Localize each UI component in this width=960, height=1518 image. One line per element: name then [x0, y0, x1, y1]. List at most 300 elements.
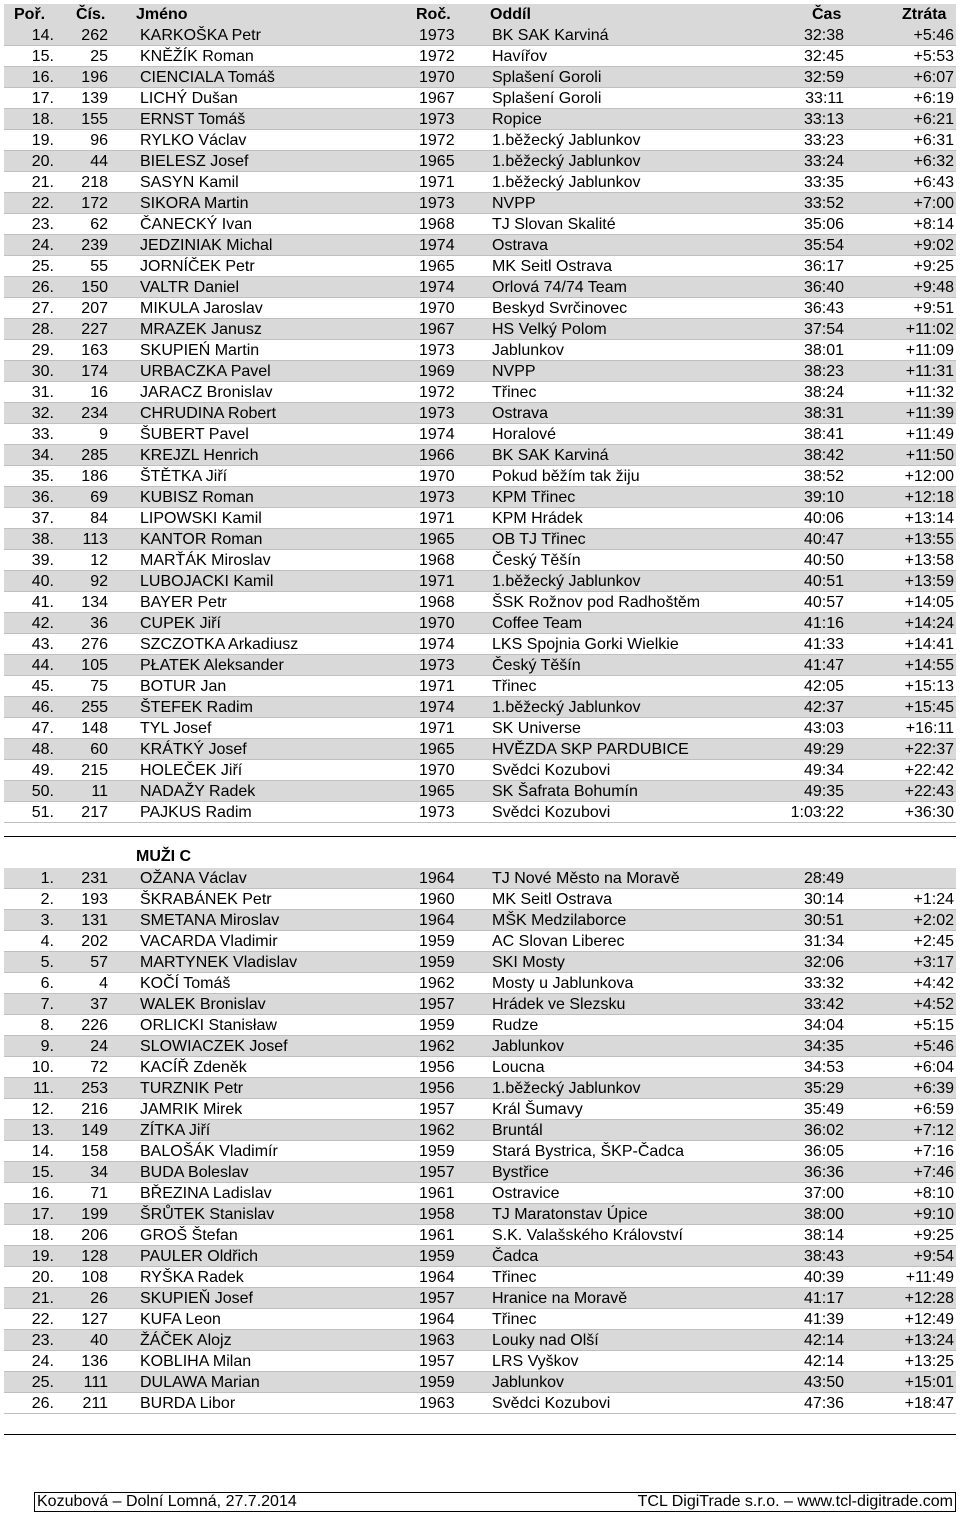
cell-name: KARKOŠKA Petr — [140, 27, 261, 44]
cell-bib-number: 193 — [81, 891, 108, 908]
cell-club: Beskyd Svrčinovec — [492, 300, 628, 317]
cell-bib-number: 72 — [90, 1059, 108, 1076]
cell-bib-number: 25 — [90, 48, 108, 65]
cell-time: 33:42 — [803, 996, 844, 1013]
cell-position: 49. — [31, 762, 54, 779]
cell-year: 1973 — [419, 657, 455, 674]
cell-bib-number: 255 — [81, 699, 108, 716]
cell-year: 1967 — [419, 321, 455, 338]
table-row — [4, 952, 956, 973]
cell-time: 34:53 — [803, 1059, 844, 1076]
cell-club: HVĚZDA SKP PARDUBICE — [492, 741, 689, 758]
cell-time: 33:52 — [803, 195, 844, 212]
cell-year: 1958 — [419, 1206, 455, 1223]
table-row — [4, 1267, 956, 1288]
cell-name: TURZNIK Petr — [140, 1080, 244, 1097]
cell-club: LKS Spojnia Gorki Wielkie — [492, 636, 679, 653]
cell-loss: +11:39 — [905, 405, 954, 422]
cell-name: ŠUBERT Pavel — [140, 426, 249, 443]
cell-bib-number: 55 — [90, 258, 108, 275]
cell-loss: +22:43 — [904, 783, 954, 800]
cell-year: 1974 — [419, 636, 455, 653]
cell-position: 33. — [31, 426, 54, 443]
cell-name: PŁATEK Aleksander — [140, 657, 284, 674]
cell-club: SK Šafrata Bohumín — [492, 783, 638, 800]
cell-year: 1972 — [419, 384, 455, 401]
cell-position: 7. — [40, 996, 54, 1013]
cell-bib-number: 158 — [81, 1143, 108, 1160]
cell-club: Český Těšín — [492, 552, 581, 569]
cell-bib-number: 239 — [81, 237, 108, 254]
cell-club: MK Seitl Ostrava — [492, 258, 613, 275]
cell-name: MIKULA Jaroslav — [140, 300, 263, 317]
cell-name: JAMRIK Mirek — [140, 1101, 243, 1118]
table-row — [4, 868, 956, 889]
table-row — [4, 613, 956, 634]
cell-bib-number: 128 — [81, 1248, 108, 1265]
cell-time: 40:39 — [803, 1269, 844, 1286]
cell-position: 8. — [40, 1017, 54, 1034]
cell-year: 1959 — [419, 954, 455, 971]
cell-club: AC Slovan Liberec — [492, 933, 625, 950]
cell-bib-number: 57 — [90, 954, 108, 971]
cell-position: 18. — [31, 1227, 54, 1244]
cell-bib-number: 37 — [90, 996, 108, 1013]
cell-name: LUBOJACKI Kamil — [140, 573, 274, 590]
cell-bib-number: 26 — [90, 1290, 108, 1307]
cell-position: 32. — [31, 405, 54, 422]
cell-club: MK Seitl Ostrava — [492, 891, 613, 908]
table-row — [4, 193, 956, 214]
table-row — [4, 1246, 956, 1267]
cell-time: 37:00 — [803, 1185, 844, 1202]
cell-position: 17. — [31, 90, 54, 107]
cell-club: 1.běžecký Jablunkov — [492, 573, 641, 590]
cell-year: 1961 — [419, 1227, 455, 1244]
cell-club: Třinec — [492, 1311, 537, 1328]
cell-loss: +13:14 — [904, 510, 954, 527]
cell-position: 26. — [31, 1395, 54, 1412]
cell-position: 31. — [31, 384, 54, 401]
cell-name: KUBISZ Roman — [140, 489, 254, 506]
cell-time: 38:23 — [803, 363, 844, 380]
cell-club: 1.běžecký Jablunkov — [492, 132, 641, 149]
table-row — [4, 1309, 956, 1330]
table-row — [4, 1141, 956, 1162]
table-row — [4, 931, 956, 952]
cell-club: Ostravice — [492, 1185, 560, 1202]
cell-club: BK SAK Karviná — [492, 447, 609, 464]
table-row — [4, 319, 956, 340]
cell-time: 41:33 — [803, 636, 844, 653]
table-row — [4, 802, 956, 823]
cell-time: 43:50 — [803, 1374, 844, 1391]
table-row — [4, 1120, 956, 1141]
cell-time: 35:06 — [803, 216, 844, 233]
cell-club: ŠSK Rožnov pod Radhoštěm — [492, 594, 701, 611]
table-row — [4, 1015, 956, 1036]
cell-position: 25. — [31, 258, 54, 275]
cell-loss: +11:49 — [905, 1269, 954, 1286]
table-row — [4, 130, 956, 151]
cell-year: 1957 — [419, 1164, 455, 1181]
cell-loss: +15:01 — [904, 1374, 954, 1391]
table-row — [4, 697, 956, 718]
cell-name: SIKORA Martin — [140, 195, 249, 212]
cell-name: SMETANA Miroslav — [140, 912, 280, 929]
cell-club: HS Velký Polom — [492, 321, 607, 338]
cell-name: HOLEČEK Jiří — [140, 762, 243, 779]
cell-bib-number: 71 — [90, 1185, 108, 1202]
table-row — [4, 760, 956, 781]
cell-time: 40:51 — [803, 573, 844, 590]
cell-position: 16. — [31, 69, 54, 86]
cell-position: 1. — [40, 870, 54, 887]
cell-time: 28:49 — [803, 870, 844, 887]
cell-loss: +11:02 — [905, 321, 954, 338]
cell-name: JARACZ Bronislav — [140, 384, 273, 401]
table-row — [4, 592, 956, 613]
cell-bib-number: 155 — [81, 111, 108, 128]
cell-loss: +5:46 — [913, 1038, 954, 1055]
cell-year: 1965 — [419, 531, 455, 548]
cell-club: Louky nad Olší — [492, 1332, 599, 1349]
cell-club: Pokud běžím tak žiju — [492, 468, 640, 485]
cell-time: 36:43 — [803, 300, 844, 317]
cell-bib-number: 172 — [81, 195, 108, 212]
cell-club: SKI Mosty — [492, 954, 565, 971]
cell-loss: +9:10 — [913, 1206, 954, 1223]
cell-loss: +22:42 — [904, 762, 954, 779]
cell-bib-number: 24 — [90, 1038, 108, 1055]
cell-loss: +7:16 — [913, 1143, 954, 1160]
cell-year: 1973 — [419, 27, 455, 44]
cell-name: ŠTEFEK Radim — [140, 699, 253, 716]
cell-club: TJ Maratonstav Úpice — [492, 1206, 648, 1223]
cell-club: Třinec — [492, 678, 537, 695]
cell-club: KPM Třinec — [492, 489, 576, 506]
cell-name: ORLICKI Stanisław — [140, 1017, 277, 1034]
cell-loss: +2:02 — [913, 912, 954, 929]
cell-loss: +6:07 — [913, 69, 954, 86]
table-row — [4, 256, 956, 277]
cell-position: 23. — [31, 216, 54, 233]
cell-time: 33:23 — [803, 132, 844, 149]
cell-name: CIENCIALA Tomáš — [140, 69, 275, 86]
cell-loss: +13:25 — [904, 1353, 954, 1370]
cell-loss: +8:14 — [913, 216, 954, 233]
cell-bib-number: 231 — [81, 870, 108, 887]
cell-time: 36:05 — [803, 1143, 844, 1160]
cell-year: 1959 — [419, 933, 455, 950]
cell-time: 42:37 — [803, 699, 844, 716]
table-row — [4, 67, 956, 88]
cell-position: 38. — [31, 531, 54, 548]
cell-time: 38:01 — [803, 342, 844, 359]
table-row — [4, 109, 956, 130]
cell-loss: +7:12 — [913, 1122, 954, 1139]
cell-year: 1969 — [419, 363, 455, 380]
cell-year: 1973 — [419, 405, 455, 422]
cell-loss: +12:28 — [904, 1290, 954, 1307]
table-row — [4, 1099, 956, 1120]
cell-loss: +14:05 — [904, 594, 954, 611]
cell-club: MŠK Medzilaborce — [492, 912, 627, 929]
cell-name: TYL Josef — [140, 720, 212, 737]
cell-club: 1.běžecký Jablunkov — [492, 1080, 641, 1097]
table-row — [4, 424, 956, 445]
cell-year: 1968 — [419, 594, 455, 611]
cell-club: Havířov — [492, 48, 548, 65]
cell-club: Jablunkov — [492, 342, 565, 359]
cell-time: 32:59 — [803, 69, 844, 86]
cell-time: 32:45 — [803, 48, 844, 65]
cell-year: 1956 — [419, 1059, 455, 1076]
cell-position: 45. — [31, 678, 54, 695]
cell-bib-number: 127 — [81, 1311, 108, 1328]
table-row — [4, 508, 956, 529]
cell-loss: +9:25 — [913, 1227, 954, 1244]
cell-time: 38:43 — [803, 1248, 844, 1265]
cell-time: 38:14 — [803, 1227, 844, 1244]
table-row — [4, 298, 956, 319]
cell-year: 1970 — [419, 615, 455, 632]
cell-position: 2. — [40, 891, 54, 908]
cell-club: Hranice na Moravě — [492, 1290, 628, 1307]
table-row — [4, 1057, 956, 1078]
cell-position: 20. — [31, 1269, 54, 1286]
cell-club: 1.běžecký Jablunkov — [492, 699, 641, 716]
cell-time: 32:38 — [803, 27, 844, 44]
cell-bib-number: 262 — [81, 27, 108, 44]
cell-bib-number: 9 — [99, 426, 108, 443]
cell-year: 1974 — [419, 237, 455, 254]
cell-bib-number: 186 — [81, 468, 108, 485]
cell-name: CHRUDINA Robert — [140, 405, 277, 422]
cell-name: MRAZEK Janusz — [140, 321, 262, 338]
cell-loss: +5:53 — [913, 48, 954, 65]
cell-bib-number: 199 — [81, 1206, 108, 1223]
cell-time: 40:57 — [803, 594, 844, 611]
cell-bib-number: 4 — [99, 975, 108, 992]
cell-club: Horalové — [492, 426, 557, 443]
cell-bib-number: 253 — [81, 1080, 108, 1097]
cell-position: 20. — [31, 153, 54, 170]
cell-loss: +9:25 — [913, 258, 954, 275]
cell-position: 36. — [31, 489, 54, 506]
cell-position: 21. — [31, 174, 54, 191]
results-table-1 — [4, 25, 956, 823]
cell-name: KRÁTKÝ Josef — [140, 741, 247, 758]
cell-time: 30:51 — [803, 912, 844, 929]
cell-bib-number: 16 — [90, 384, 108, 401]
cell-time: 35:29 — [803, 1080, 844, 1097]
table-row — [4, 466, 956, 487]
table-row — [4, 994, 956, 1015]
cell-time: 39:10 — [803, 489, 844, 506]
cell-loss: +15:45 — [904, 699, 954, 716]
table-row — [4, 235, 956, 256]
cell-club: 1.běžecký Jablunkov — [492, 153, 641, 170]
cell-loss: +13:55 — [904, 531, 954, 548]
cell-name: JORNÍČEK Petr — [140, 258, 255, 275]
cell-year: 1973 — [419, 804, 455, 821]
cell-club: Bystřice — [492, 1164, 549, 1181]
cell-loss: +1:24 — [913, 891, 954, 908]
cell-bib-number: 276 — [81, 636, 108, 653]
cell-bib-number: 149 — [81, 1122, 108, 1139]
cell-year: 1964 — [419, 1311, 455, 1328]
header-club: Oddíl — [490, 6, 531, 23]
table-row — [4, 655, 956, 676]
cell-year: 1963 — [419, 1395, 455, 1412]
cell-name: ČANECKÝ Ivan — [140, 216, 253, 233]
cell-club: NVPP — [492, 363, 536, 380]
cell-time: 38:24 — [803, 384, 844, 401]
cell-loss: +14:24 — [904, 615, 954, 632]
cell-position: 16. — [31, 1185, 54, 1202]
table-row — [4, 1288, 956, 1309]
cell-position: 13. — [31, 1122, 54, 1139]
table-row — [4, 529, 956, 550]
cell-name: BIELESZ Josef — [140, 153, 249, 170]
cell-year: 1973 — [419, 195, 455, 212]
cell-time: 49:29 — [803, 741, 844, 758]
table-row — [4, 88, 956, 109]
cell-year: 1960 — [419, 891, 455, 908]
cell-bib-number: 206 — [81, 1227, 108, 1244]
table-row — [4, 910, 956, 931]
cell-bib-number: 215 — [81, 762, 108, 779]
cell-year: 1970 — [419, 300, 455, 317]
header-position: Poř. — [14, 6, 46, 23]
cell-name: VALTR Daniel — [140, 279, 239, 296]
cell-time: 42:05 — [803, 678, 844, 695]
cell-time: 33:35 — [803, 174, 844, 191]
cell-position: 24. — [31, 237, 54, 254]
cell-club: Jablunkov — [492, 1038, 565, 1055]
cell-loss: +11:49 — [905, 426, 954, 443]
cell-club: Rudze — [492, 1017, 539, 1034]
cell-loss: +13:58 — [904, 552, 954, 569]
cell-club: KPM Hrádek — [492, 510, 583, 527]
cell-position: 10. — [31, 1059, 54, 1076]
cell-name: SKUPIEŃ Martin — [140, 342, 260, 359]
cell-club: LRS Vyškov — [492, 1353, 579, 1370]
cell-club: Český Těšín — [492, 657, 581, 674]
cell-loss: +18:47 — [904, 1395, 954, 1412]
cell-bib-number: 234 — [81, 405, 108, 422]
cell-year: 1962 — [419, 1038, 455, 1055]
cell-name: MARTYNEK Vladislav — [140, 954, 298, 971]
cell-loss: +11:50 — [905, 447, 954, 464]
cell-position: 35. — [31, 468, 54, 485]
cell-club: Čadca — [492, 1248, 539, 1265]
table-row — [4, 214, 956, 235]
table-row — [4, 1078, 956, 1099]
cell-time: 30:14 — [803, 891, 844, 908]
cell-year: 1974 — [419, 426, 455, 443]
cell-time: 1:03:22 — [790, 804, 844, 821]
cell-year: 1965 — [419, 258, 455, 275]
cell-time: 34:35 — [803, 1038, 844, 1055]
cell-position: 29. — [31, 342, 54, 359]
table-row — [4, 1036, 956, 1057]
table-header — [4, 4, 956, 25]
cell-year: 1974 — [419, 279, 455, 296]
cell-name: BAYER Petr — [140, 594, 227, 611]
cell-loss: +13:59 — [904, 573, 954, 590]
cell-bib-number: 36 — [90, 615, 108, 632]
cell-club: Orlová 74/74 Team — [492, 279, 627, 296]
cell-position: 50. — [31, 783, 54, 800]
cell-bib-number: 12 — [90, 552, 108, 569]
cell-name: ŠRŮTEK Stanislav — [140, 1206, 275, 1223]
cell-position: 44. — [31, 657, 54, 674]
cell-year: 1965 — [419, 153, 455, 170]
cell-year: 1974 — [419, 699, 455, 716]
cell-club: BK SAK Karviná — [492, 27, 609, 44]
cell-year: 1971 — [419, 573, 455, 590]
cell-time: 36:02 — [803, 1122, 844, 1139]
cell-time: 32:06 — [803, 954, 844, 971]
table-row — [4, 382, 956, 403]
cell-year: 1971 — [419, 510, 455, 527]
cell-name: KREJZL Henrich — [140, 447, 259, 464]
table-row — [4, 340, 956, 361]
cell-year: 1962 — [419, 975, 455, 992]
cell-year: 1956 — [419, 1080, 455, 1097]
table-row — [4, 571, 956, 592]
cell-bib-number: 202 — [81, 933, 108, 950]
cell-time: 33:13 — [803, 111, 844, 128]
cell-name: SASYN Kamil — [140, 174, 239, 191]
cell-bib-number: 111 — [83, 1374, 108, 1391]
cell-year: 1961 — [419, 1185, 455, 1202]
cell-position: 15. — [31, 48, 54, 65]
cell-name: VACARDA Vladimir — [140, 933, 278, 950]
cell-position: 14. — [31, 27, 54, 44]
cell-year: 1964 — [419, 912, 455, 929]
cell-position: 24. — [31, 1353, 54, 1370]
table-row — [4, 25, 956, 46]
page-footer — [34, 1492, 956, 1512]
cell-name: SKUPIEŇ Josef — [140, 1290, 253, 1307]
cell-loss: +6:32 — [913, 153, 954, 170]
cell-loss: +2:45 — [913, 933, 954, 950]
cell-name: KOČÍ Tomáš — [140, 975, 231, 992]
cell-loss: +6:39 — [913, 1080, 954, 1097]
cell-bib-number: 131 — [81, 912, 108, 929]
cell-loss: +14:41 — [904, 636, 954, 653]
cell-club: Splašení Goroli — [492, 90, 602, 107]
results-table-2 — [4, 868, 956, 1414]
cell-loss: +6:31 — [913, 132, 954, 149]
cell-loss: +15:13 — [904, 678, 954, 695]
table-row — [4, 781, 956, 802]
cell-bib-number: 34 — [90, 1164, 108, 1181]
cell-position: 12. — [31, 1101, 54, 1118]
table-row — [4, 739, 956, 760]
cell-loss: +36:30 — [904, 804, 954, 821]
cell-name: MARŤÁK Miroslav — [140, 552, 271, 569]
cell-bib-number: 113 — [82, 531, 108, 548]
cell-position: 46. — [31, 699, 54, 716]
cell-time: 42:14 — [803, 1332, 844, 1349]
cell-year: 1971 — [419, 174, 455, 191]
cell-time: 36:36 — [803, 1164, 844, 1181]
cell-time: 36:40 — [803, 279, 844, 296]
